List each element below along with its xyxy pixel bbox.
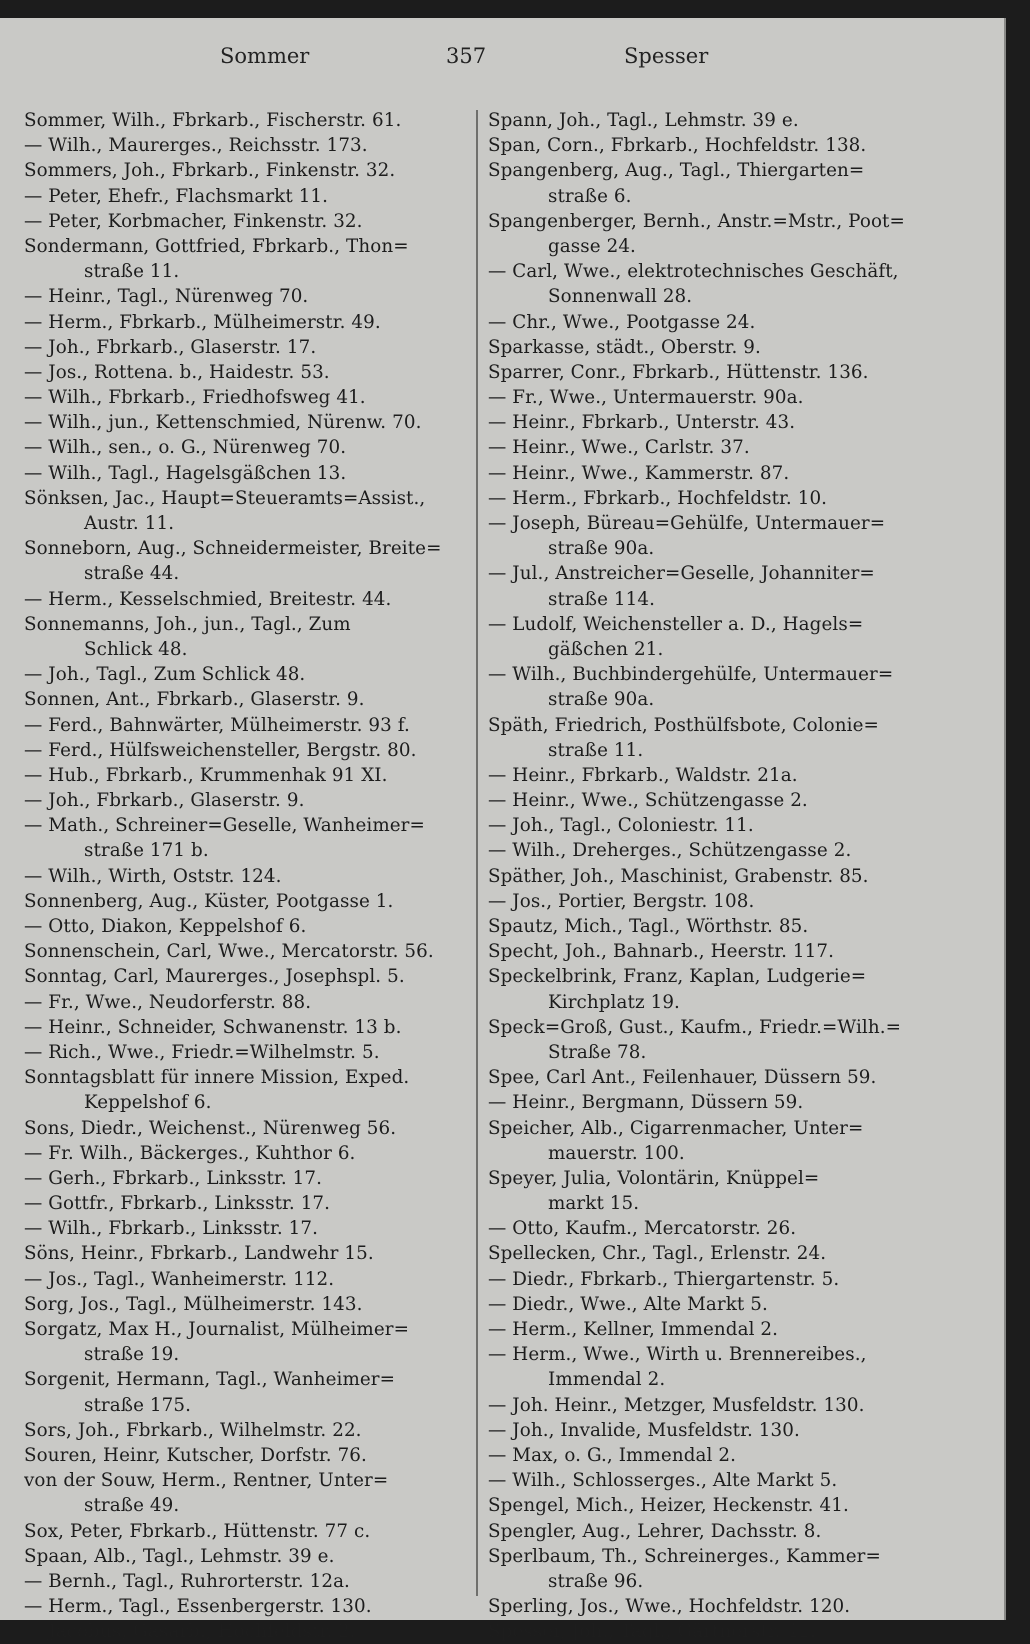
directory-entry: — Heinr., Tagl., Nürenweg 70. <box>24 286 309 308</box>
directory-entry: Sorgatz, Max H., Journalist, Mülheimer= <box>24 1319 410 1340</box>
directory-entry: — Max, o. G., Immendal 2. <box>488 1444 737 1466</box>
directory-entry: Sorgenit, Hermann, Tagl., Wanheimer= <box>24 1369 396 1391</box>
entry-continuation: Austr. 11. <box>84 513 175 534</box>
directory-entry: Spangenberger, Bernh., Anstr.=Mstr., Poot= <box>488 210 905 232</box>
directory-entry: Sorg, Jos., Tagl., Mülheimerstr. 143. <box>24 1293 363 1315</box>
entry-continuation: straße 96. <box>548 1570 644 1592</box>
entry-continuation: gasse 24. <box>548 235 636 257</box>
directory-entry: — Wilh., Wirth, Oststr. 124. <box>24 865 282 887</box>
directory-entry: — Hub., Fbrkarb., Krummenhak 91 XI. <box>24 764 388 786</box>
entry-continuation: Keppelshof 6. <box>84 1092 212 1114</box>
entry-continuation: mauerstr. 100. <box>548 1142 685 1164</box>
directory-entry: Sors, Joh., Fbrkarb., Wilhelmstr. 22. <box>24 1419 362 1441</box>
entry-continuation: straße 44. <box>84 563 180 585</box>
directory-entry: — Wilh., jun., Kettenschmied, Nürenw. 70. <box>24 412 422 434</box>
directory-entry: Söns, Heinr., Fbrkarb., Landwehr 15. <box>24 1243 374 1265</box>
directory-entry: Spengel, Mich., Heizer, Heckenstr. 41. <box>488 1495 849 1517</box>
directory-entry: — Joh., Fbrkarb., Glaserstr. 9. <box>24 790 305 812</box>
directory-entry: — Fr., Wwe., Untermauerstr. 90a. <box>488 387 804 409</box>
directory-entry: — Gottfr., Fbrkarb., Linksstr. 17. <box>24 1193 331 1215</box>
directory-entry: Speyer, Julia, Volontärin, Knüppel= <box>488 1167 820 1189</box>
page-header <box>0 44 1004 84</box>
directory-entry: Späth, Friedrich, Posthülfsbote, Colonie= <box>488 714 879 736</box>
directory-entry: Spann, Joh., Tagl., Lehmstr. 39 e. <box>488 110 799 131</box>
directory-entry: Sperlbaum, Th., Schreinerges., Kammer= <box>488 1545 881 1567</box>
directory-entry: — Wilh., Fbrkarb., Friedhofsweg 41. <box>24 387 366 409</box>
directory-entry: — Herm., Kellner, Immendal 2. <box>488 1319 779 1340</box>
entry-continuation: straße 11. <box>548 739 644 761</box>
directory-entry: — Diedr., Fbrkarb., Thiergartenstr. 5. <box>488 1268 840 1290</box>
directory-page <box>0 18 1006 1643</box>
directory-entry: — Carl, Wwe., elektrotechnisches Geschäft, <box>488 261 899 283</box>
entry-continuation: straße 175. <box>84 1394 192 1416</box>
directory-entry: Speckelbrink, Franz, Kaplan, Ludgerie= <box>488 966 867 988</box>
directory-entry: Sonnenschein, Carl, Wwe., Mercatorstr. 56. <box>24 941 434 963</box>
directory-entry: — Joh., Invalide, Musfeldstr. 130. <box>488 1419 800 1441</box>
directory-entry: — Joh. Heinr., Metzger, Musfeldstr. 130. <box>488 1394 865 1416</box>
directory-entry: — Ferd., Hülfsweichensteller, Bergstr. 80. <box>24 739 417 761</box>
directory-entry: Sons, Diedr., Weichenst., Nürenweg 56. <box>24 1117 397 1139</box>
directory-entry: — Heinr., Bergmann, Düssern 59. <box>488 1092 804 1114</box>
directory-entry: Span, Corn., Fbrkarb., Hochfeldstr. 138. <box>488 135 867 157</box>
entry-continuation: straße 114. <box>548 588 656 610</box>
directory-entry: — Otto, Kaufm., Mercatorstr. 26. <box>488 1218 797 1240</box>
directory-entry: — Herm., Kesselschmied, Breitestr. 44. <box>24 588 392 610</box>
directory-entry: Sondermann, Gottfried, Fbrkarb., Thon= <box>24 235 409 257</box>
directory-entry: — Bernh., Tagl., Ruhrorterstr. 12a. <box>24 1570 350 1592</box>
directory-entry: — Herm., Fbrkarb., Mülheimerstr. 49. <box>24 311 381 333</box>
directory-entry: — Peter, Korbmacher, Finkenstr. 32. <box>24 210 363 232</box>
entry-continuation: Schlick 48. <box>84 638 188 660</box>
directory-entry: Sparkasse, städt., Oberstr. 9. <box>488 336 761 358</box>
entry-continuation: straße 90a. <box>548 538 655 560</box>
directory-entry: Sonnemanns, Joh., jun., Tagl., Zum <box>24 613 351 635</box>
entry-continuation: Kirchplatz 19. <box>548 991 680 1013</box>
directory-entry: Speck=Groß, Gust., Kaufm., Friedr.=Wilh.= <box>488 1016 902 1038</box>
entry-continuation: gäßchen 21. <box>548 638 664 660</box>
right-column <box>488 108 934 1644</box>
directory-entry: — Joh., Tagl., Coloniestr. 11. <box>488 815 754 837</box>
entry-continuation: Straße 78. <box>548 1041 647 1063</box>
directory-entry: — Jos., Rottena. b., Haidestr. 53. <box>24 361 330 383</box>
directory-entry: Sommers, Joh., Fbrkarb., Finkenstr. 32. <box>24 160 396 182</box>
directory-entry: — Wilh., Schlosserges., Alte Markt 5. <box>488 1470 838 1492</box>
directory-entry: Sox, Peter, Fbrkarb., Hüttenstr. 77 c. <box>24 1520 371 1542</box>
directory-entry: Spellecken, Chr., Tagl., Erlenstr. 24. <box>488 1243 827 1265</box>
directory-entry: — Peter, Ehefr., Flachsmarkt 11. <box>24 185 329 207</box>
directory-entry: — Jos., Tagl., Wanheimerstr. 112. <box>24 1268 335 1290</box>
entry-continuation: Sonnenwall 28. <box>548 286 693 308</box>
directory-entry: — Jacobus, Gasarb., Hochfeldstr. 2. <box>24 1621 356 1643</box>
directory-entry: Sonnenberg, Aug., Küster, Pootgasse 1. <box>24 890 394 912</box>
directory-entry: — Jul., Anstreicher=Geselle, Johanniter= <box>488 563 875 585</box>
directory-entry: Specht, Joh., Bahnarb., Heerstr. 117. <box>488 941 835 963</box>
directory-entry: Sonneborn, Aug., Schneidermeister, Breite= <box>24 538 442 560</box>
directory-entry: Sparrer, Conr., Fbrkarb., Hüttenstr. 136. <box>488 361 869 383</box>
directory-entry: Spee, Carl Ant., Feilenhauer, Düssern 59. <box>488 1067 877 1089</box>
left-column <box>24 108 462 1644</box>
directory-entry: — Joh., Tagl., Zum Schlick 48. <box>24 664 306 686</box>
directory-entry: — Diedr., Wwe., Alte Markt 5. <box>488 1293 768 1315</box>
directory-entry: Spengler, Aug., Lehrer, Dachsstr. 8. <box>488 1520 822 1542</box>
directory-entry: Souren, Heinr, Kutscher, Dorfstr. 76. <box>24 1444 367 1466</box>
directory-entry: — Ferd., Bahnwärter, Mülheimerstr. 93 f. <box>24 714 410 736</box>
directory-entry: — Wilh., Dreherges., Schützengasse 2. <box>488 840 852 862</box>
directory-entry: — Wilh., Tagl., Hagelsgäßchen 13. <box>24 462 347 484</box>
directory-entry: — Fr., Wwe., Neudorferstr. 88. <box>24 991 312 1013</box>
directory-entry: — Math., Schreiner=Geselle, Wanheimer= <box>24 815 425 837</box>
directory-entry: — Joseph, Büreau=Gehülfe, Untermauer= <box>488 513 886 534</box>
directory-entry: — Jos., Portier, Bergstr. 108. <box>488 890 755 912</box>
directory-entry: Sonnen, Ant., Fbrkarb., Glaserstr. 9. <box>24 689 365 711</box>
directory-entry: Sonntag, Carl, Maurerges., Josephspl. 5. <box>24 966 405 988</box>
directory-entry: — Wilh., Buchbindergehülfe, Untermauer= <box>488 664 894 686</box>
directory-entry: Sperling, Jos., Wwe., Hochfeldstr. 120. <box>488 1596 851 1618</box>
directory-entry: — Fr. Wilh., Bäckerges., Kuhthor 6. <box>24 1142 356 1164</box>
directory-entry: von der Souw, Herm., Rentner, Unter= <box>24 1470 389 1492</box>
entry-continuation: markt 15. <box>548 1193 640 1215</box>
column-divider <box>476 110 478 1596</box>
entry-continuation: Immendal 2. <box>548 1369 666 1391</box>
directory-entry: — Heinr., Wwe., Schützengasse 2. <box>488 790 808 812</box>
directory-entry: — Rich., Wwe., Friedr.=Wilhelmstr. 5. <box>24 1041 380 1063</box>
entry-continuation: straße 90a. <box>548 689 655 711</box>
directory-entry: Spangenberg, Aug., Tagl., Thiergarten= <box>488 160 865 182</box>
header-right-keyword: Spesser <box>624 44 709 68</box>
directory-entry: Spaan, Alb., Tagl., Lehmstr. 39 e. <box>24 1545 335 1567</box>
directory-entry: — Heinr., Wwe., Carlstr. 37. <box>488 437 750 459</box>
header-left-keyword: Sommer <box>220 44 310 68</box>
directory-entry: — Heinr., Schneider, Schwanenstr. 13 b. <box>24 1016 402 1038</box>
directory-entry: — Heinr., Fbrkarb., Unterstr. 43. <box>488 412 796 434</box>
directory-entry: — Herm., Tagl., Essenbergerstr. 130. <box>24 1596 372 1618</box>
page-number: 357 <box>446 44 487 68</box>
entry-continuation: straße 49. <box>84 1495 180 1517</box>
directory-entry: — Otto, Diakon, Keppelshof 6. <box>24 916 307 937</box>
directory-entry: — Gerh., Fbrkarb., Linksstr. 17. <box>24 1167 323 1189</box>
directory-entry: — Wilh., Fbrkarb., Linksstr. 17. <box>24 1218 319 1240</box>
directory-entry: — Herm., Fbrkarb., Hochfeldstr. 10. <box>488 487 828 509</box>
directory-entry: Sonntagsblatt für innere Mission, Exped. <box>24 1067 410 1089</box>
directory-entry: — Heinr., Fbrkarb., Waldstr. 21a. <box>488 764 798 786</box>
directory-entry: — Wilh., sen., o. G., Nürenweg 70. <box>24 437 347 459</box>
entry-continuation: straße 171 b. <box>84 840 209 862</box>
directory-entry: — Ludolf, Weichensteller a. D., Hagels= <box>488 613 864 635</box>
directory-entry: — Chr., Wwe., Pootgasse 24. <box>488 311 756 333</box>
directory-entry: Sommer, Wilh., Fbrkarb., Fischerstr. 61. <box>24 110 402 131</box>
directory-entry: Speicher, Alb., Cigarrenmacher, Unter= <box>488 1117 864 1139</box>
directory-entry: — Heinr., Wwe., Kammerstr. 87. <box>488 462 790 484</box>
directory-entry: Späther, Joh., Maschinist, Grabenstr. 85. <box>488 865 869 887</box>
directory-entry: — Herm., Wwe., Wirth u. Brennereibes., <box>488 1344 867 1366</box>
directory-entry: Spautz, Mich., Tagl., Wörthstr. 85. <box>488 916 809 937</box>
entry-continuation: straße 11. <box>84 261 180 283</box>
entry-continuation: straße 6. <box>548 185 632 207</box>
entry-continuation: straße 19. <box>84 1344 180 1366</box>
directory-entry: Sönksen, Jac., Haupt=Steueramts=Assist., <box>24 487 426 509</box>
directory-entry: — Joh., Fbrkarb., Glaserstr. 17. <box>24 336 317 358</box>
directory-entry: Spesser, Joh., Tagl., Gärtnerstr. 41. <box>488 1621 816 1643</box>
directory-entry: — Wilh., Maurerges., Reichsstr. 173. <box>24 135 368 157</box>
